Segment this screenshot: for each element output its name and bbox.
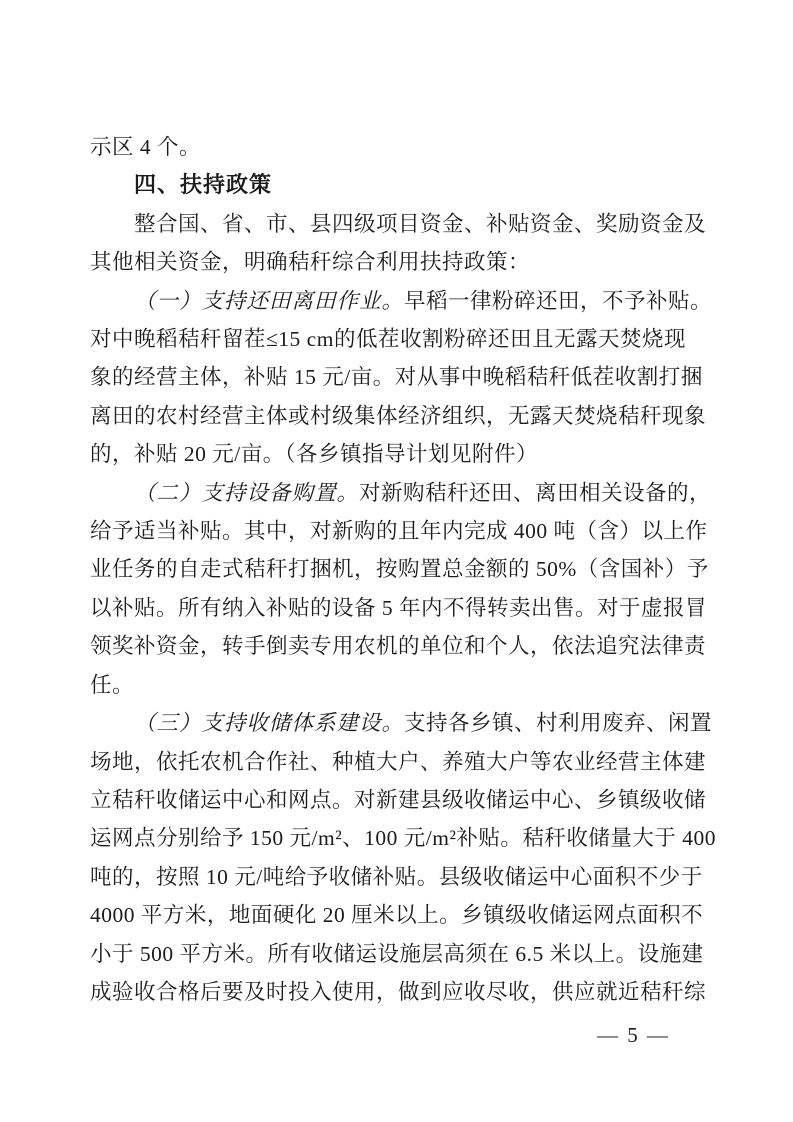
- document-content: [90, 128, 717, 1011]
- paragraph: [90, 704, 717, 1011]
- item-lead: （一）支持还田离田作业。: [134, 288, 405, 313]
- text-line: 场地，依托农机合作社、种植大户、养殖大户等农业经营主体建: [90, 749, 707, 774]
- text-line: 以补贴。所有纳入补贴的设备 5 年内不得转卖出售。对于虚报冒: [90, 595, 708, 620]
- text-line: 吨的，按照 10 元/吨给予收储补贴。县级收储运中心面积不少于: [90, 864, 703, 889]
- text-line: 离田的农村经营主体或村级集体经济组织，无露天焚烧秸秆现象: [90, 403, 707, 428]
- item-lead: （三）支持收储体系建设。: [134, 711, 405, 736]
- paragraph: [90, 282, 713, 474]
- item-lead: （二）支持设备购置。: [134, 480, 360, 505]
- section-heading: 四、扶持政策: [134, 172, 273, 198]
- text-line: 象的经营主体，补贴 15 元/亩。对从事中晚稻秸秆低茬收割打捆: [90, 365, 703, 390]
- text-line: 对中晚稻秸秆留茬≤15 cm的低茬收割粉碎还田且无露天焚烧现: [90, 327, 686, 352]
- text-line: [90, 704, 713, 742]
- text-line: 成验收合格后要及时投入使用，做到应收尽收，供应就近秸秆综: [90, 979, 707, 1004]
- paragraph: [90, 205, 707, 282]
- item-lead-rest: 对新购秸秆还田、离田相关设备的，: [359, 480, 712, 505]
- text-line: 4000 平方米，地面硬化 20 厘米以上。乡镇级收储运网点面积不: [90, 903, 704, 928]
- page-number: — 5 —: [597, 1023, 670, 1047]
- paragraph: [90, 128, 704, 166]
- text-line: 领奖补资金，转手倒卖专用农机的单位和个人，依法追究法律责: [90, 634, 707, 659]
- text-line: 小于 500 平方米。所有收储运设施层高须在 6.5 米以上。设施建: [90, 941, 704, 966]
- text-line: 整合国、省、市、县四级项目资金、补贴资金、奖励资金及: [134, 211, 707, 236]
- text-line: [90, 474, 712, 512]
- text-line: 的，补贴 20 元/亩。（各乡镇指导计划见附件）: [90, 442, 538, 467]
- text-line: 业任务的自走式秸秆打捆机，按购置总金额的 50%（含国补）予: [90, 557, 709, 582]
- item-lead-rest: 早稻一律粉碎还田，不予补贴。: [404, 288, 713, 313]
- text-line: 示区 4 个。: [90, 135, 202, 159]
- item-lead-rest: 支持各乡镇、村利用废弃、闲置: [404, 711, 713, 736]
- paragraph: [90, 474, 712, 704]
- section-heading-paragraph: [90, 166, 704, 204]
- text-line: 运网点分别给予 150 元/m²、100 元/m²补贴。秸秆收储量大于 400: [90, 826, 717, 851]
- text-line: 其他相关资金，明确秸秆综合利用扶持政策：: [90, 250, 531, 275]
- text-line: 给予适当补贴。其中，对新购的且年内完成 400 吨（含）以上作: [90, 519, 708, 544]
- text-line: 立秸秆收储运中心和网点。对新建县级收储运中心、乡镇级收储: [90, 787, 707, 812]
- text-line: [90, 282, 713, 320]
- text-line: 任。: [90, 672, 135, 697]
